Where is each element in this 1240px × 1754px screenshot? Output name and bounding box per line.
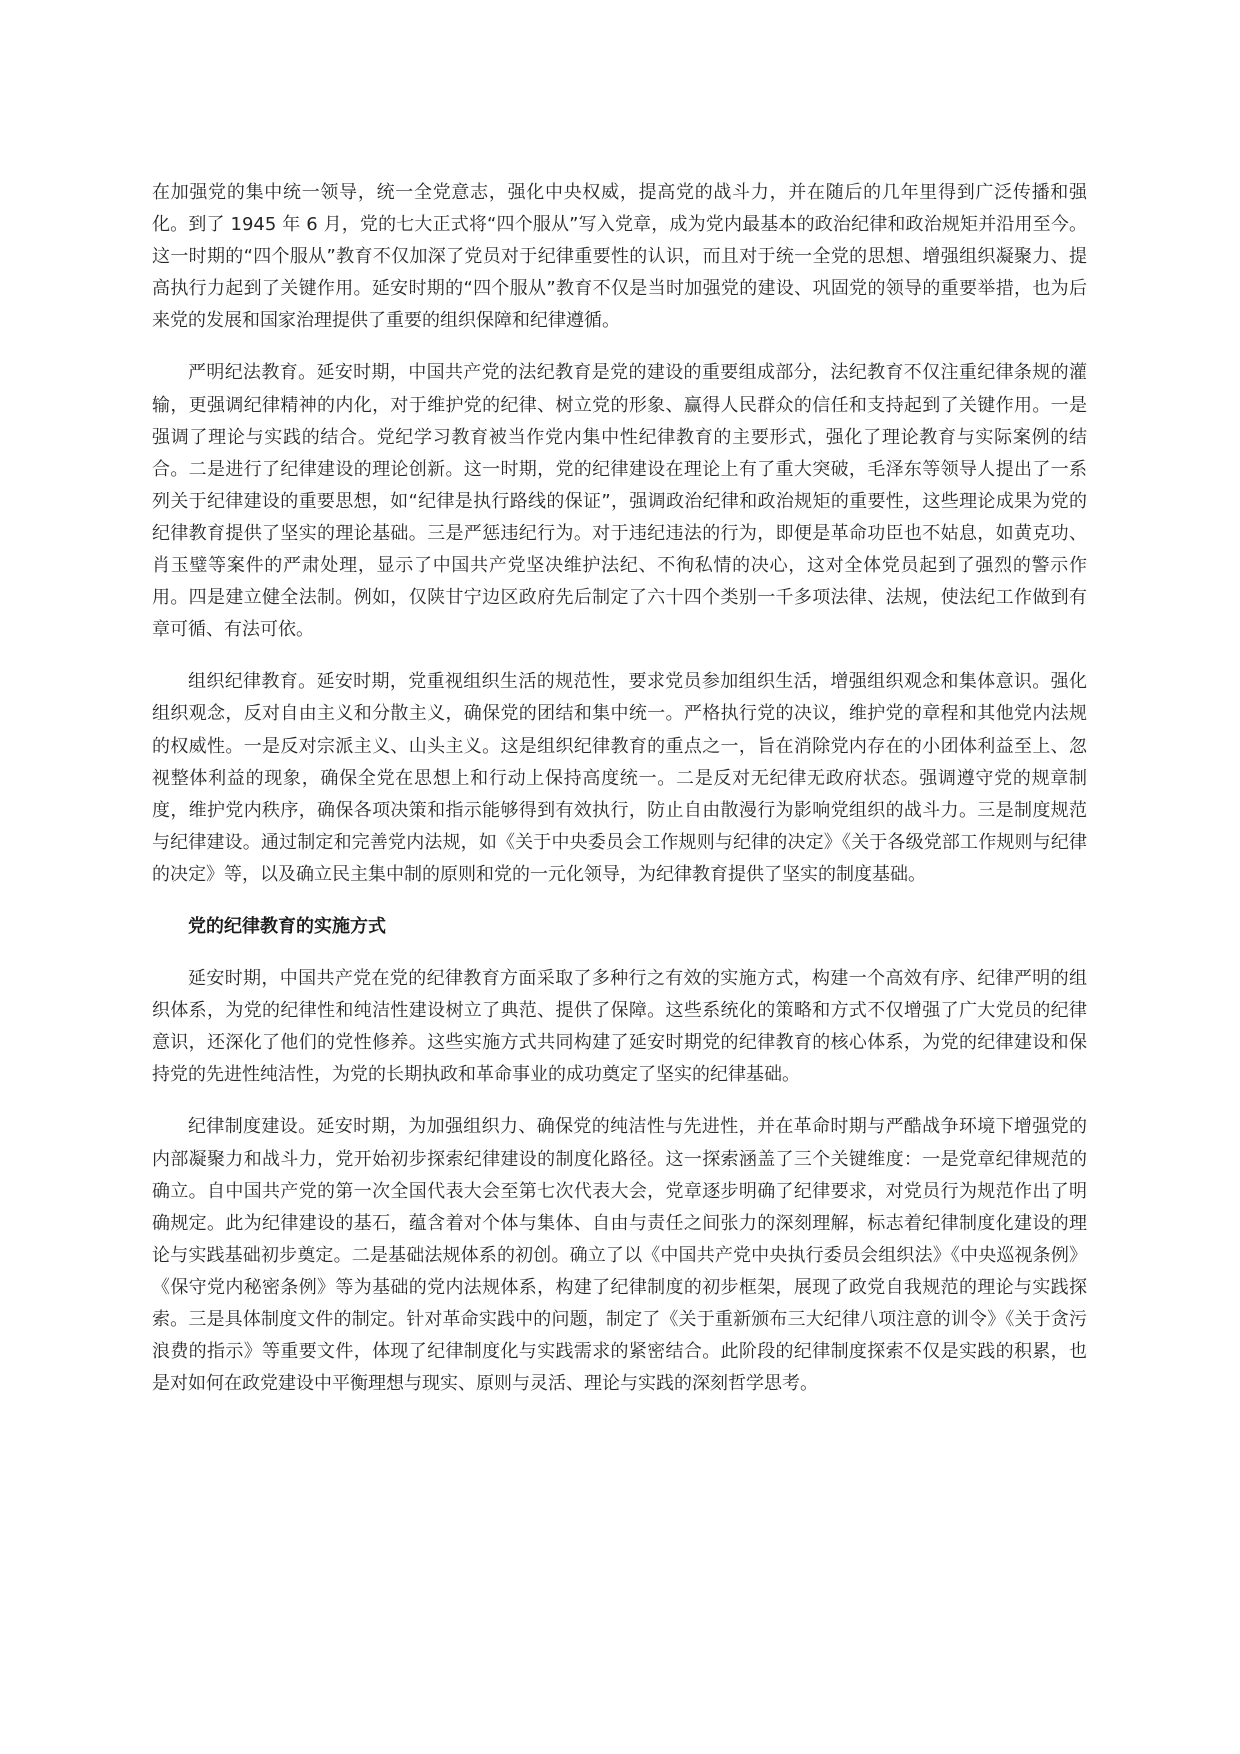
- paragraph-implementation-intro: 延安时期，中国共产党在党的纪律教育方面采取了多种行之有效的实施方式，构建一个高效有序、纪律严明的组织体系，为党的纪律性和纯洁性建设树立了典范、提供了保障。这些系统化的策略和方式不仅增强了广大党员的纪律意识，还深化了他们的党性修养。这些实施方式共同构建了延安时期党的纪律教育的核心体系，为党的纪律建设和保持党的先进性纯洁性，为党的长期执政和革命事业的成功奠定了坚实的纪律基础。: [152, 968, 1087, 1086]
- paragraph-law-discipline-education: 严明纪法教育。延安时期，中国共产党的法纪教育是党的建设的重要组成部分，法纪教育不仅注重纪律条规的灌输，更强调纪律精神的内化，对于维护党的纪律、树立党的形象、赢得人民群众的信任和支持起到了关键作用。一是强调了理论与实践的结合。党纪学习教育被当作党内集中性纪律教育的主要形式，强化了理论教育与实际案例的结合。二是进行了纪律建设的理论创新。这一时期，党的纪律建设在理论上有了重大突破，毛泽东等领导人提出了一系列关于纪律建设的重要思想，如“纪律是执行路线的保证”，强调政治纪律和政治规矩的重要性，这些理论成果为党的纪律教育提供了坚实的理论基础。三是严惩违纪行为。对于违纪违法的行为，即便是革命功臣也不姑息，如黄克功、肖玉璧等案件的严肃处理，显示了中国共产党坚决维护法纪、不徇私情的决心，这对全体党员起到了强烈的警示作用。四是建立健全法制。例如，仅陕甘宁边区政府先后制定了六十四个类别一千多项法律、法规，使法纪工作做到有章可循、有法可依。: [152, 362, 1087, 641]
- section-heading: 党的纪律教育的实施方式: [188, 915, 386, 937]
- paragraph-continued: 在加强党的集中统一领导，统一全党意志，强化中央权威，提高党的战斗力，并在随后的几年里得到广泛传播和强化。到了 1945 年 6 月，党的七大正式将“四个服从”写入党章，成为党内最基本的政治纪律和政治规矩并沿用至今。这一时期的“四个服从”教育不仅加深了党员对于纪律重要性的认识，而且对于统一全党的思想、增强组织凝聚力、提高执行力起到了关键作用。延安时期的“四个服从”教育不仅是当时加强党的建设、巩固党的领导的重要举措，也为后来党的发展和国家治理提供了重要的组织保障和纪律遵循。: [152, 182, 1087, 332]
- document-page: [152, 177, 1087, 1420]
- paragraph-organizational-discipline-education: 组织纪律教育。延安时期，党重视组织生活的规范性，要求党员参加组织生活，增强组织观念和集体意识。强化组织观念，反对自由主义和分散主义，确保党的团结和集中统一。严格执行党的决议，维护党的章程和其他党内法规的权威性。一是反对宗派主义、山头主义。这是组织纪律教育的重点之一，旨在消除党内存在的小团体利益至上、忽视整体利益的现象，确保全党在思想上和行动上保持高度统一。二是反对无纪律无政府状态。强调遵守党的规章制度，维护党内秩序，确保各项决策和指示能够得到有效执行，防止自由散漫行为影响党组织的战斗力。三是制度规范与纪律建设。通过制定和完善党内法规，如《关于中央委员会工作规则与纪律的决定》《关于各级党部工作规则与纪律的决定》等，以及确立民主集中制的原则和党的一元化领导，为纪律教育提供了坚实的制度基础。: [152, 671, 1087, 885]
- paragraph-discipline-system-building: 纪律制度建设。延安时期，为加强组织力、确保党的纯洁性与先进性，并在革命时期与严酷战争环境下增强党的内部凝聚力和战斗力，党开始初步探索纪律建设的制度化路径。这一探索涵盖了三个关键维度：一是党章纪律规范的确立。自中国共产党的第一次全国代表大会至第七次代表大会，党章逐步明确了纪律要求，对党员行为规范作出了明确规定。此为纪律建设的基石，蕴含着对个体与集体、自由与责任之间张力的深刻理解，标志着纪律制度化建设的理论与实践基础初步奠定。二是基础法规体系的初创。确立了以《中国共产党中央执行委员会组织法》《中央巡视条例》《保守党内秘密条例》等为基础的党内法规体系，构建了纪律制度的初步框架，展现了政党自我规范的理论与实践探索。三是具体制度文件的制定。针对革命实践中的问题，制定了《关于重新颁布三大纪律八项注意的训令》《关于贪污浪费的指示》等重要文件，体现了纪律制度化与实践需求的紧密结合。此阶段的纪律制度探索不仅是实践的积累，也是对如何在政党建设中平衡理想与现实、原则与灵活、理论与实践的深刻哲学思考。: [152, 1116, 1087, 1395]
